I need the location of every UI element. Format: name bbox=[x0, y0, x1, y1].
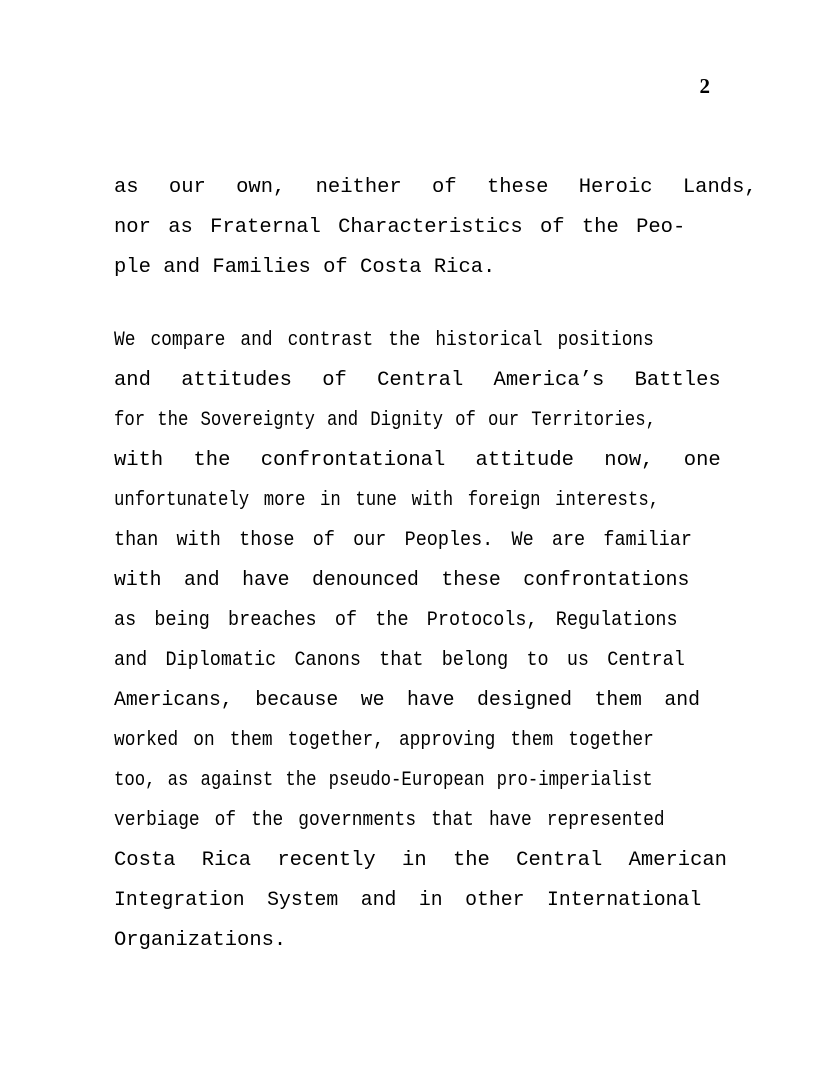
text-line: than with those of our Peoples. We are familiar bbox=[114, 529, 692, 552]
page-number: 2 bbox=[699, 74, 710, 98]
text-line: with and have denounced these confrontations bbox=[114, 569, 690, 592]
text-line: verbiage of the governments that have represented bbox=[114, 809, 665, 832]
text-line: Americans, because we have designed them and bbox=[114, 689, 701, 712]
text-line: Organizations. bbox=[114, 929, 287, 952]
text-line: unfortunately more in tune with foreign interests, bbox=[114, 489, 660, 512]
text-line: worked on them together, approving them together bbox=[114, 729, 654, 752]
text-line: We compare and contrast the historical positions bbox=[114, 329, 654, 352]
paragraph bbox=[114, 168, 757, 288]
text-line: Costa Rica recently in the Central American bbox=[114, 849, 727, 872]
text-line: ple and Families of Costa Rica. bbox=[114, 256, 496, 279]
text-line: too, as against the pseudo-European pro-imperialist bbox=[114, 769, 653, 792]
text-line: as being breaches of the Protocols, Regulations bbox=[114, 609, 678, 632]
text-line: and Diplomatic Canons that belong to us Central bbox=[114, 649, 685, 672]
text-line: as our own, neither of these Heroic Lands, bbox=[114, 176, 757, 199]
text-line: and attitudes of Central America’s Battles bbox=[114, 369, 721, 392]
paragraph bbox=[114, 321, 727, 961]
text-line: with the confrontational attitude now, one bbox=[114, 449, 721, 472]
document-body bbox=[114, 168, 757, 961]
text-line: nor as Fraternal Characteristics of the Peo- bbox=[114, 216, 686, 239]
text-line: Integration System and in other International bbox=[114, 889, 702, 912]
text-line: for the Sovereignty and Dignity of our Territories, bbox=[114, 409, 656, 432]
